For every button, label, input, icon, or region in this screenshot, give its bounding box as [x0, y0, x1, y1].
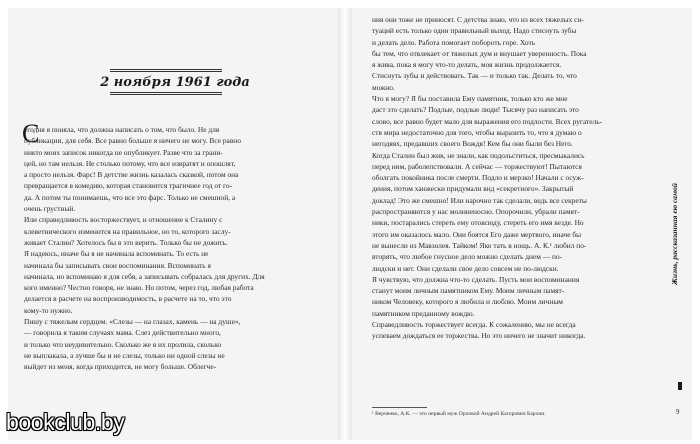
left-text-line: клеветнического изменится на правильное, но то, которого заслу- — [24, 226, 231, 236]
right-text-line: я жива, пока я могу что-то делать, моя жизнь продолжается. — [372, 60, 562, 70]
chapter-heading: 2 ноября 1961 года — [100, 75, 250, 90]
left-text-line: кому-то нужно. — [24, 305, 73, 315]
right-text-line: этого им оказалось мало. Они боятся Его даже мертвого, иначе бы — [372, 229, 582, 239]
right-body-text — [372, 14, 662, 342]
left-text-line: Или справедливость восторжествует, и отношение к Сталину с — [24, 215, 223, 225]
left-text-line: — говорила я таким случаях мама. Слез действительно много, — [24, 328, 221, 338]
left-text-line: публикации, для себя. Все равно больше я ничего не могу. Все равно — [24, 136, 241, 146]
right-text-line: Что я могу? Я бы поставила Ему памятник, только кто же мне — [372, 94, 568, 104]
left-text-line: егодня я поняла, что должна написать о том, что было. Не для — [24, 125, 220, 134]
right-text-line: ств мира недостаточно для того, чтобы выразить то, что я думаю о — [372, 127, 582, 137]
right-text-line: туаций есть только один правильный выход. Надо стиснуть зубы — [372, 26, 577, 36]
right-text-line: Я чувствую, что должна что-то сделать. Пусть мои воспоминания — [372, 274, 580, 284]
right-text-line: можно. — [372, 82, 395, 92]
right-text-line: вторять, что любое гнусное дело можно сделать днем — по- — [372, 252, 563, 262]
left-text-line: Пишу с тяжелым сердцем. «Слезы — на глазах, камень — на душе», — [24, 317, 241, 327]
right-text-line: перед ним, раболепствовали. А сейчас — торжествуют! Пытаются — [372, 161, 582, 171]
site-watermark[interactable]: bookclub.by — [6, 409, 125, 435]
left-text-line: живает Сталин? Хотелось бы в это верить. Только бы не дожить. — [24, 237, 228, 247]
left-text-line: очень грустный. — [24, 204, 76, 214]
left-text-line: начинала бы записывать свои воспоминания. Вспоминать я — [24, 260, 211, 270]
left-text-line: никто моих записок никогда не опубликует. Разве что за грани- — [24, 147, 223, 157]
right-text-line: людски и нет. Они сделали свое дело совсем не по-людски. — [372, 263, 559, 273]
right-text-line: даст это сделать? Подлые, подлые люди! Тысячу раз написать это — [372, 105, 579, 115]
left-text-line: делается в расчете на воспроизводимость, в расчете на то, что это — [24, 294, 232, 304]
left-text-line: начинала, но вспоминаю я для себя, а записывать собралась для других. Для — [24, 271, 265, 281]
left-text-line: да. А потом ты понимаешь, что все это фарс. Только не смешной, а — [24, 192, 236, 202]
right-text-line: ния они тоже не приносят. С детства знаю, что из всех тяжелых си- — [372, 15, 584, 24]
right-text-line: не вынесли из Мавзолея. Тайком! Яко тать в нощь. А. К.¹ любил по- — [372, 240, 587, 250]
right-text-line: доклад! Это же смешно! Или нарочно так сделали, ведь все секреты — [372, 195, 587, 205]
left-text-line: кого именно? Честно говоря, не знаю. Но потом, через год, любая работа — [24, 283, 254, 293]
left-text-line: не выплакала, а лучше бы и не слезы, только ни одной слезы не — [24, 350, 225, 360]
left-text-line: цей, но там нельзя. Не столько потому, что все извратят и опошлят, — [24, 158, 236, 168]
running-title-marker — [678, 382, 682, 390]
left-text-line: превращается в комедию, которая становится трагичнее год от го- — [24, 181, 233, 191]
left-text-line: Я надеюсь, иначе бы я не начинала вспоминать. То есть не — [24, 249, 209, 259]
left-text-line: и только что неудивительно. Сколько же я их пролила, сколько — [24, 339, 222, 349]
right-text-line: и делать дело. Работа помогает побороть горе. Хоть — [372, 37, 536, 47]
footnote: ¹ Верченко, А.К. — это первый муж Орловой Андрей Кагорович Бархин. — [372, 411, 546, 417]
right-text-line: распространяются у нас молниеносно. Опорочили, убрали памят- — [372, 207, 580, 217]
heading-rule-bottom-thin — [110, 94, 222, 95]
running-title: Жизнь, рассказанная ею самой — [670, 183, 679, 285]
right-text-line: Стиснуть зубы и действовать. Так — и только так. Делать то, что — [372, 71, 577, 81]
right-text-line: негодяях, предавших своего Вождя! Кем бы они были без Него. — [372, 139, 573, 149]
footnote-rule — [372, 407, 427, 408]
right-text-line: ником Человеку, которого я любила и люблю. Моим личным — [372, 297, 563, 307]
right-text-line: бы тем, что отвлекает от тяжелых дум и внушает уверенность. Пока — [372, 48, 587, 58]
right-text-line: дения, потом ханжески придумали вид «секретного». Закрытый — [372, 184, 574, 194]
right-text-line: оболгать покойника после смерти. Подло и мерзко! Начали с осуж- — [372, 173, 584, 183]
heading-rule-top-thin — [110, 69, 222, 70]
left-text-line: а просто нельзя. Фарс! В детстве жизнь казалась сказкой, потом она — [24, 170, 239, 180]
drop-cap: С — [22, 119, 40, 148]
heading-rule-bottom — [110, 92, 222, 93]
left-body-text — [24, 124, 324, 373]
page-number: 9 — [676, 408, 680, 416]
right-text-line: Когда Сталин был жив, не знали, как подольститься, пресмыкались — [372, 150, 585, 160]
left-text-line: выйдет из меня, когда приходится, не могу больше. Облегче- — [24, 362, 217, 372]
right-text-line: станут моим личным памятником Ему. Моим личным памят- — [372, 286, 565, 296]
right-text-line: слово, все равно будет мало для выражения его подлости. Всех ругатель- — [372, 116, 603, 126]
heading-rule-top — [110, 71, 222, 72]
right-text-line: Справедливость торжествует всегда. К сожалению, мы не всегда — [372, 320, 576, 330]
book-gutter — [338, 8, 352, 440]
right-text-line: памятником преданному вождю. — [372, 308, 475, 318]
right-text-line: успеваем дождаться ее торжества. Но это ничего не значит никогда. — [372, 331, 586, 341]
right-text-line: ники, постарались стереть ему отовсюду, стереть его имя везде. Но — [372, 218, 584, 228]
